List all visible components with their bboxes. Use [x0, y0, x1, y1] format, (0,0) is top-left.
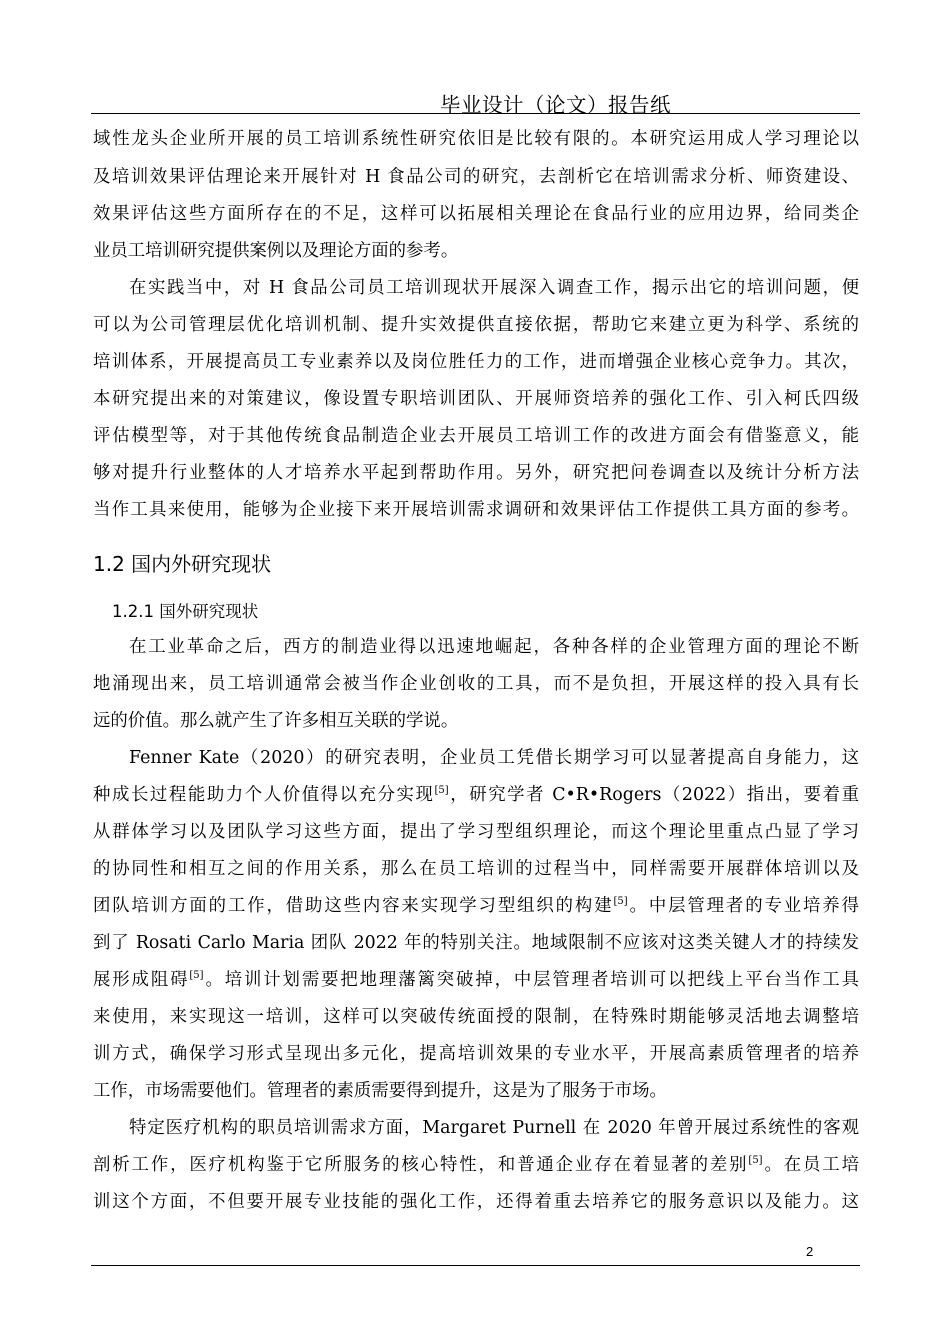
citation-sup: [5]	[748, 1155, 763, 1167]
body-line: 业员工培训研究提供案例以及理论方面的参考。	[93, 241, 459, 261]
body-line: 的协同性和相互之间的作用关系，那么在员工培训的过程当中，同样需要开展群体培训以及	[93, 859, 859, 879]
body-line: 当作工具来使用，能够为企业接下来开展培训需求调研和效果评估工作提供工具方面的参考。	[93, 500, 859, 520]
body-line: 工作，市场需要他们。管理者的素质需要得到提升，这是为了服务于市场。	[93, 1081, 667, 1101]
body-line	[93, 1154, 859, 1176]
text-span: 。培训计划需要把地理藩篱突破掉，中层管理者培训可以把线上平台当作工具	[203, 970, 859, 990]
text-span: 。在员工培	[762, 1155, 859, 1175]
body-line: 地涌现出来，员工培训通常会被当作企业创收的工具，而不是负担，开展这样的投入具有长	[93, 674, 859, 694]
text-span: ，研究学者 C•R•Rogers（2022）指出，要着重	[448, 785, 859, 805]
text-span: 团队培训方面的工作，借助这些内容来实现学习型组织的构建	[93, 896, 614, 916]
body-line: 特定医疗机构的职员培训需求方面，Margaret Purnell 在 2020 年曾开展过系统性的客观	[129, 1118, 859, 1138]
body-line: 训方式，确保学习形式呈现出多元化，提高培训效果的专业水平，开展高素质管理者的培养	[93, 1044, 859, 1064]
text-span: 剖析工作，医疗机构鉴于它所服务的核心特性，和普通企业存在着显著的差别	[93, 1155, 749, 1175]
body-line: Fenner Kate（2020）的研究表明，企业员工凭借长期学习可以显著提高自身能力，这	[129, 748, 859, 768]
body-line: 够对提升行业整体的人才培养水平起到帮助作用。另外，研究把问卷调查以及统计分析方法	[93, 463, 859, 483]
body-line: 在工业革命之后，西方的制造业得以迅速地崛起，各种各样的企业管理方面的理论不断	[129, 637, 859, 657]
citation-sup: [5]	[434, 785, 449, 797]
body-line: 本研究提出来的对策建议，像设置专职培训团队、开展师资培养的强化工作、引入柯氏四级	[93, 389, 859, 409]
body-line: 域性龙头企业所开展的员工培训系统性研究依旧是比较有限的。本研究运用成人学习理论以	[93, 129, 859, 149]
body-line: 及培训效果评估理论来开展针对 H 食品公司的研究，去剖析它在培训需求分析、师资建设、	[93, 167, 859, 187]
page-number: 2	[806, 1244, 814, 1259]
text-span: 。中层管理者的专业培养得	[627, 896, 859, 916]
body-line: 训这个方面，不但要开展专业技能的强化工作，还得着重去培养它的服务意识以及能力。这	[93, 1192, 859, 1212]
body-line: 评估模型等，对于其他传统食品制造企业去开展员工培训工作的改进方面会有借鉴意义，能	[93, 426, 859, 446]
body-line: 远的价值。那么就产生了许多相互关联的学说。	[93, 711, 459, 731]
text-span: 展形成阻碍	[93, 970, 190, 990]
text-span: 种成长过程能助力个人价值得以充分实现	[93, 785, 435, 805]
body-line	[93, 895, 859, 917]
body-line: 可以为公司管理层优化培训机制、提升实效提供直接依据，帮助它来建立更为科学、系统的	[93, 315, 859, 335]
subsection-heading: 1.2.1 国外研究现状	[112, 602, 259, 621]
section-heading: 1.2 国内外研究现状	[93, 552, 272, 576]
citation-sup: [5]	[613, 896, 628, 908]
page-header-title: 毕业设计（论文）报告纸	[440, 93, 671, 117]
body-line	[93, 969, 859, 991]
body-line: 到了 Rosati Carlo Maria 团队 2022 年的特别关注。地域限制不应该对这类关键人才的持续发	[93, 933, 859, 953]
body-line: 培训体系，开展提高员工专业素养以及岗位胜任力的工作，进而增强企业核心竞争力。其次，	[93, 352, 859, 372]
header-rule	[91, 113, 860, 114]
body-line: 从群体学习以及团队学习这些方面，提出了学习型组织理论，而这个理论里重点凸显了学习	[93, 822, 859, 842]
citation-sup: [5]	[189, 970, 204, 982]
footer-rule	[91, 1265, 860, 1266]
body-line	[93, 784, 859, 806]
body-line: 效果评估这些方面所存在的不足，这样可以拓展相关理论在食品行业的应用边界，给同类企	[93, 204, 859, 224]
body-line: 来使用，来实现这一培训，这样可以突破传统面授的限制，在特殊时期能够灵活地去调整培	[93, 1007, 859, 1027]
body-line: 在实践当中，对 H 食品公司员工培训现状开展深入调查工作，揭示出它的培训问题，便	[129, 278, 859, 298]
